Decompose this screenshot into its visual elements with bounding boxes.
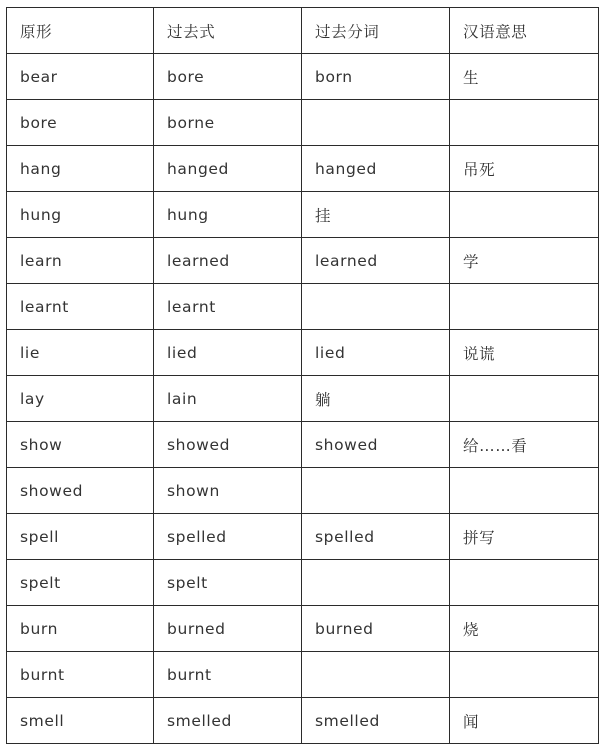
table-row bbox=[7, 284, 599, 330]
cell-base-form: spelt bbox=[7, 560, 154, 606]
cell-chinese-meaning: 学 bbox=[450, 238, 599, 284]
cell-base-form: spell bbox=[7, 514, 154, 560]
table-row bbox=[7, 54, 599, 100]
cell-past-tense: lied bbox=[154, 330, 302, 376]
cell-chinese-meaning: 拼写 bbox=[450, 514, 599, 560]
cell-past-tense: lain bbox=[154, 376, 302, 422]
cell-chinese-meaning bbox=[450, 652, 599, 698]
cell-chinese-meaning: 烧 bbox=[450, 606, 599, 652]
cell-chinese-meaning bbox=[450, 376, 599, 422]
cell-chinese-meaning: 说谎 bbox=[450, 330, 599, 376]
cell-base-form: lay bbox=[7, 376, 154, 422]
header-chinese-meaning: 汉语意思 bbox=[450, 8, 599, 54]
cell-base-form: show bbox=[7, 422, 154, 468]
cell-chinese-meaning bbox=[450, 284, 599, 330]
cell-past-tense: spelled bbox=[154, 514, 302, 560]
cell-chinese-meaning bbox=[450, 560, 599, 606]
cell-chinese-meaning: 生 bbox=[450, 54, 599, 100]
cell-past-participle: burned bbox=[302, 606, 450, 652]
cell-past-participle: 躺 bbox=[302, 376, 450, 422]
cell-past-tense: spelt bbox=[154, 560, 302, 606]
table-row bbox=[7, 560, 599, 606]
table-row bbox=[7, 514, 599, 560]
verb-table-container bbox=[6, 7, 598, 744]
table-row bbox=[7, 100, 599, 146]
cell-base-form: learn bbox=[7, 238, 154, 284]
cell-base-form: bear bbox=[7, 54, 154, 100]
cell-chinese-meaning bbox=[450, 100, 599, 146]
cell-past-tense: burned bbox=[154, 606, 302, 652]
cell-past-tense: smelled bbox=[154, 698, 302, 744]
cell-past-tense: shown bbox=[154, 468, 302, 514]
table-header-row bbox=[7, 8, 599, 54]
cell-past-participle bbox=[302, 468, 450, 514]
table-row bbox=[7, 422, 599, 468]
cell-base-form: burn bbox=[7, 606, 154, 652]
cell-past-tense: hanged bbox=[154, 146, 302, 192]
cell-past-tense: learned bbox=[154, 238, 302, 284]
cell-chinese-meaning bbox=[450, 192, 599, 238]
cell-past-participle: showed bbox=[302, 422, 450, 468]
cell-past-participle: 挂 bbox=[302, 192, 450, 238]
cell-past-tense: bore bbox=[154, 54, 302, 100]
cell-base-form: lie bbox=[7, 330, 154, 376]
cell-base-form: hung bbox=[7, 192, 154, 238]
cell-past-participle: smelled bbox=[302, 698, 450, 744]
cell-past-participle: hanged bbox=[302, 146, 450, 192]
cell-past-tense: burnt bbox=[154, 652, 302, 698]
cell-past-participle: spelled bbox=[302, 514, 450, 560]
cell-chinese-meaning: 闻 bbox=[450, 698, 599, 744]
cell-base-form: hang bbox=[7, 146, 154, 192]
cell-base-form: showed bbox=[7, 468, 154, 514]
cell-chinese-meaning: 给……看 bbox=[450, 422, 599, 468]
cell-base-form: bore bbox=[7, 100, 154, 146]
table-row bbox=[7, 606, 599, 652]
table-row bbox=[7, 652, 599, 698]
cell-past-participle: born bbox=[302, 54, 450, 100]
table-row bbox=[7, 376, 599, 422]
cell-past-participle: learned bbox=[302, 238, 450, 284]
cell-past-participle bbox=[302, 652, 450, 698]
cell-past-participle bbox=[302, 284, 450, 330]
header-past-tense: 过去式 bbox=[154, 8, 302, 54]
cell-chinese-meaning bbox=[450, 468, 599, 514]
table-row bbox=[7, 330, 599, 376]
table-row bbox=[7, 238, 599, 284]
irregular-verb-table bbox=[6, 7, 599, 744]
cell-past-participle: lied bbox=[302, 330, 450, 376]
table-row bbox=[7, 468, 599, 514]
header-base-form: 原形 bbox=[7, 8, 154, 54]
cell-past-tense: borne bbox=[154, 100, 302, 146]
table-row bbox=[7, 698, 599, 744]
header-past-participle: 过去分词 bbox=[302, 8, 450, 54]
cell-base-form: smell bbox=[7, 698, 154, 744]
cell-base-form: burnt bbox=[7, 652, 154, 698]
cell-past-tense: showed bbox=[154, 422, 302, 468]
cell-base-form: learnt bbox=[7, 284, 154, 330]
table-row bbox=[7, 192, 599, 238]
cell-past-participle bbox=[302, 100, 450, 146]
cell-past-tense: hung bbox=[154, 192, 302, 238]
cell-chinese-meaning: 吊死 bbox=[450, 146, 599, 192]
cell-past-tense: learnt bbox=[154, 284, 302, 330]
table-row bbox=[7, 146, 599, 192]
cell-past-participle bbox=[302, 560, 450, 606]
